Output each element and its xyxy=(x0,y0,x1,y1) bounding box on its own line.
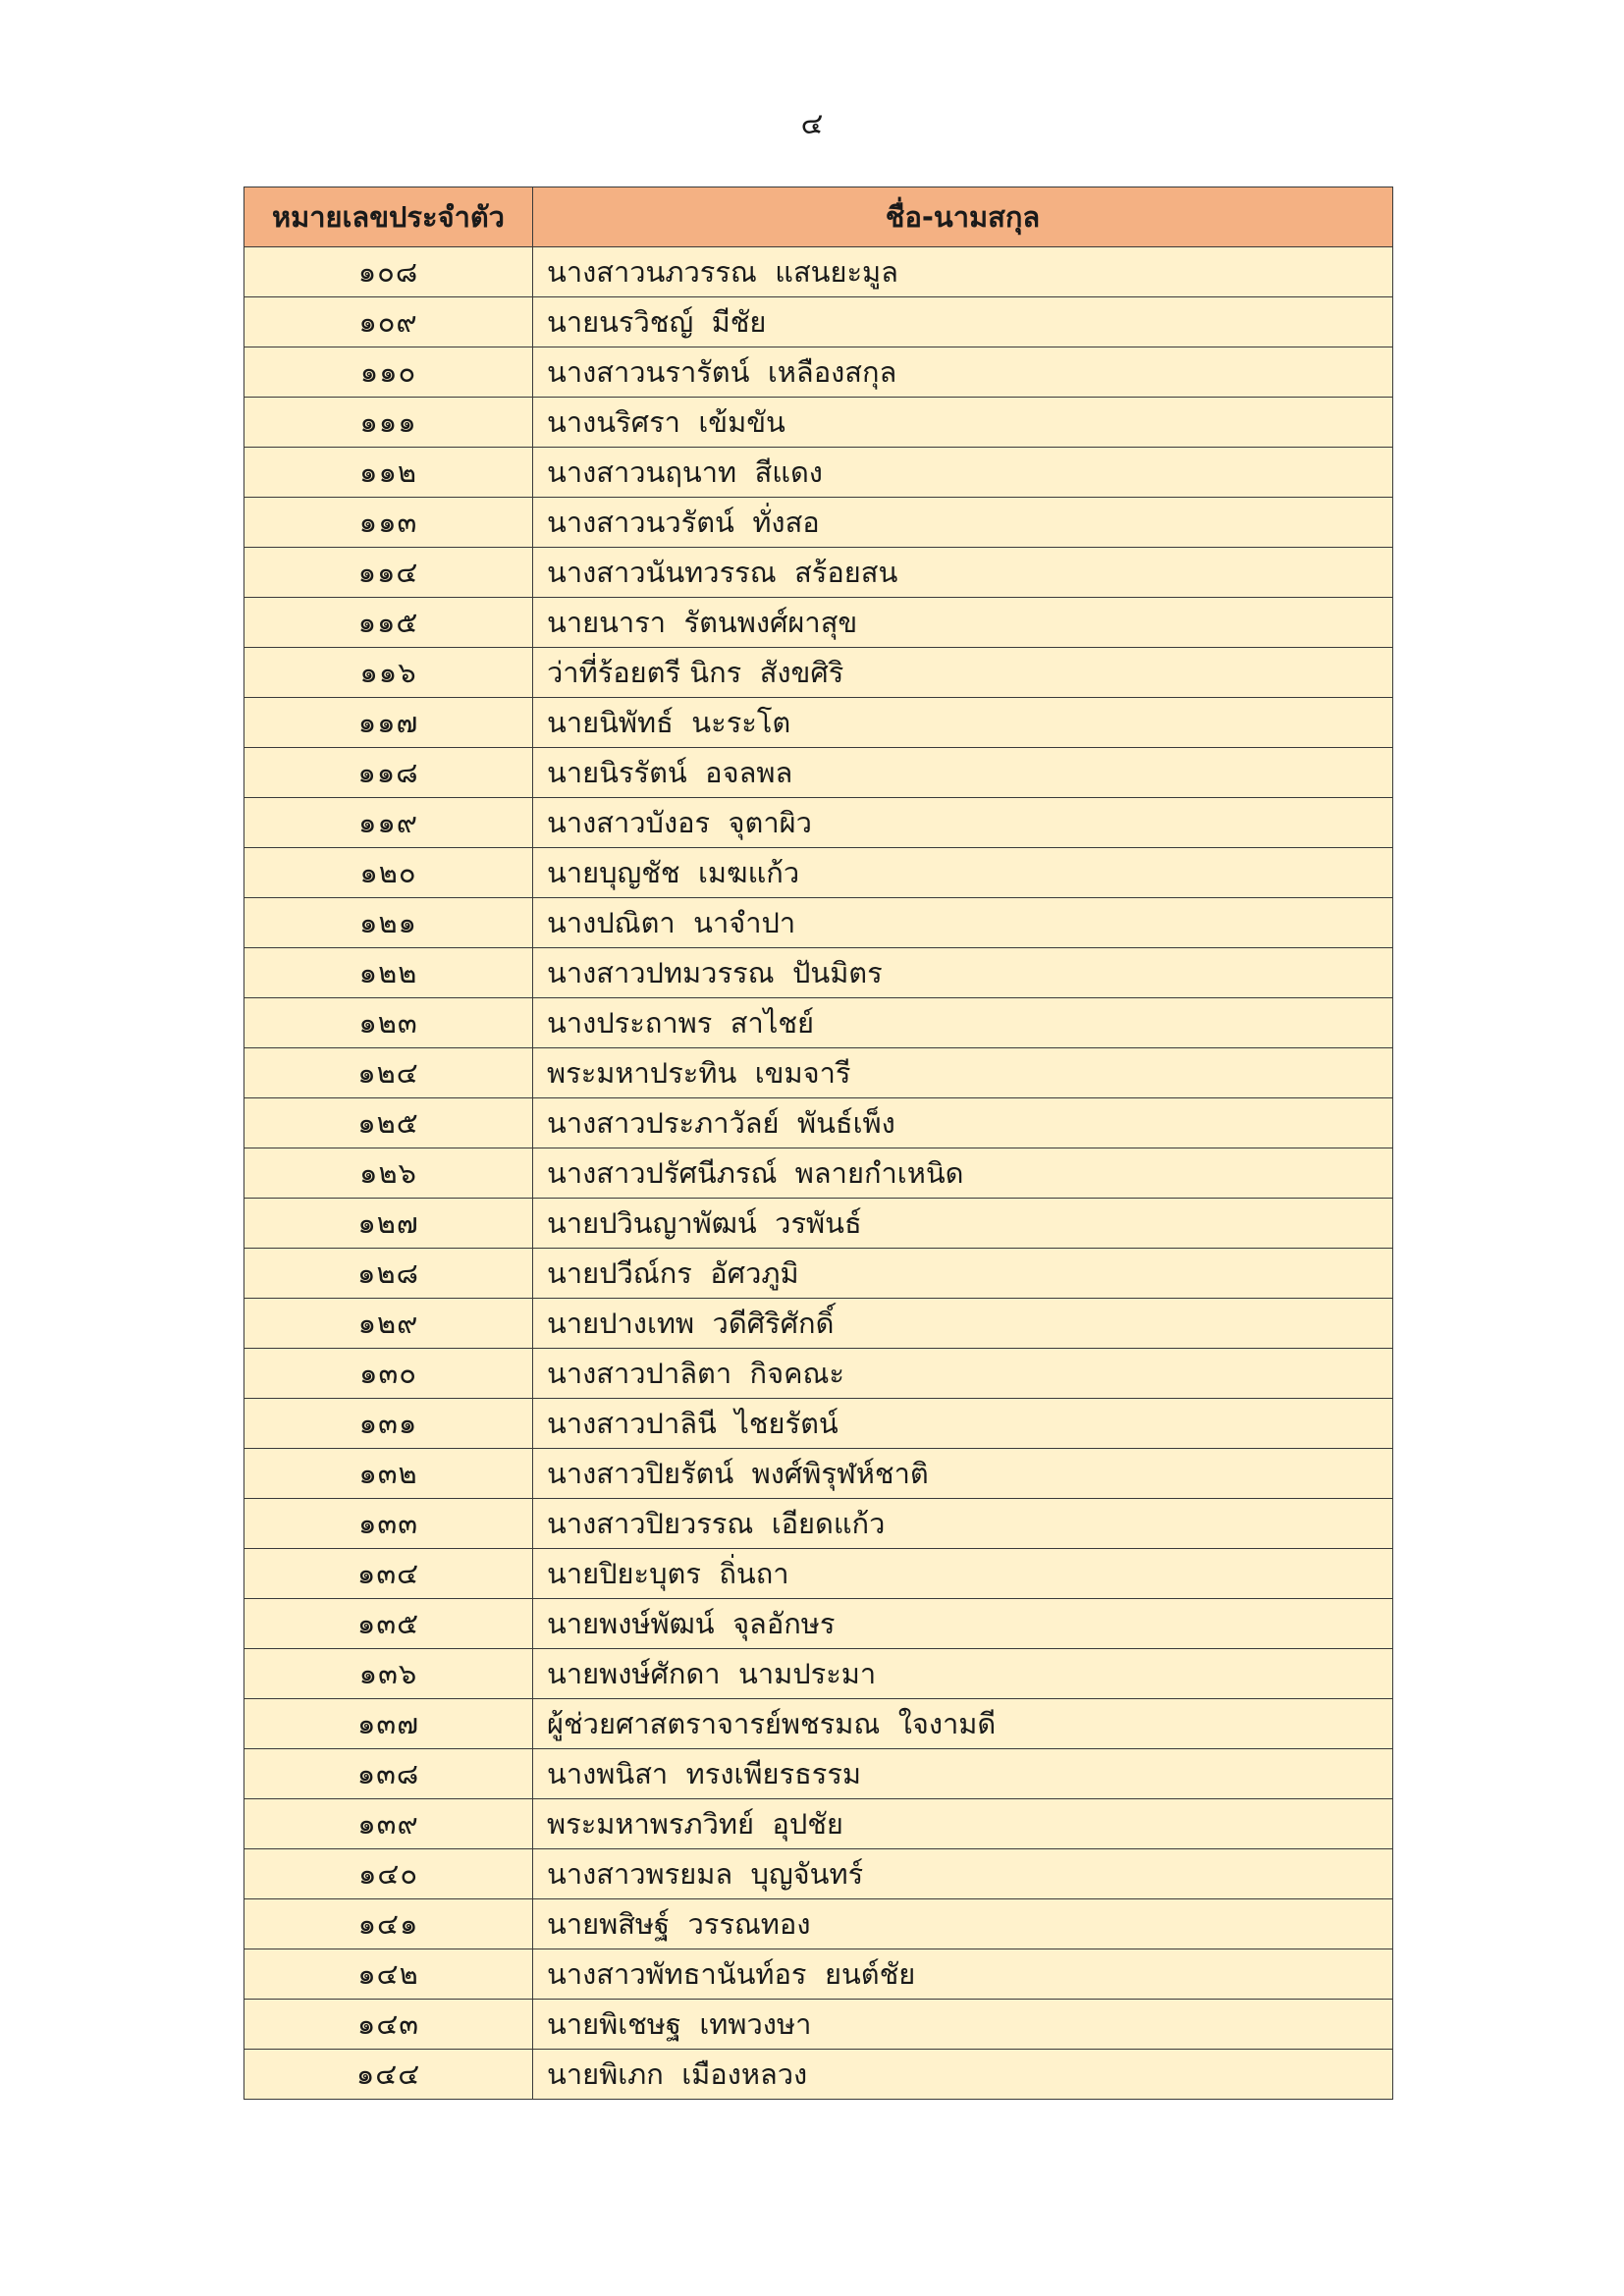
table-row xyxy=(244,247,1393,297)
name-cell: นางสาวปาลิตา กิจคณะ xyxy=(533,1349,1393,1399)
name-cell: นายปางเทพ วดีศิริศักดิ์ xyxy=(533,1299,1393,1349)
id-cell: ๑๒๘ xyxy=(244,1249,533,1299)
table-row xyxy=(244,2050,1393,2100)
table-row xyxy=(244,698,1393,748)
page-number: ๔ xyxy=(800,107,824,141)
table-row xyxy=(244,748,1393,798)
table-header-row xyxy=(244,187,1393,247)
id-cell: ๑๓๒ xyxy=(244,1449,533,1499)
name-cell: นายปวีณ์กร อัศวภูมิ xyxy=(533,1249,1393,1299)
name-cell: พระมหาประทิน เขมจารี xyxy=(533,1048,1393,1098)
name-cell: นางสาวประภาวัลย์ พันธ์เพ็ง xyxy=(533,1098,1393,1148)
id-cell: ๑๑๒ xyxy=(244,448,533,498)
table-row xyxy=(244,1499,1393,1549)
id-cell: ๑๒๕ xyxy=(244,1098,533,1148)
name-cell: ผู้ช่วยศาสตราจารย์พชรมณ ใจงามดี xyxy=(533,1699,1393,1749)
id-cell: ๑๑๕ xyxy=(244,598,533,648)
name-cell: นางสาวปทมวรรณ ปันมิตร xyxy=(533,948,1393,998)
table-row xyxy=(244,1199,1393,1249)
table-row xyxy=(244,998,1393,1048)
name-cell: ว่าที่ร้อยตรี นิกร สังขศิริ xyxy=(533,648,1393,698)
id-cell: ๑๓๓ xyxy=(244,1499,533,1549)
id-cell: ๑๓๐ xyxy=(244,1349,533,1399)
table-row xyxy=(244,398,1393,448)
name-cell: นางสาวนวรัตน์ ทั่งสอ xyxy=(533,498,1393,548)
name-cell: นายนิพัทธ์ นะระโต xyxy=(533,698,1393,748)
id-cell: ๑๒๓ xyxy=(244,998,533,1048)
name-cell: นายพงษ์พัฒน์ จุลอักษร xyxy=(533,1599,1393,1649)
name-cell: นางสาวนันทวรรณ สร้อยสน xyxy=(533,548,1393,598)
table-row xyxy=(244,1749,1393,1799)
table-row xyxy=(244,1799,1393,1849)
table-row xyxy=(244,1549,1393,1599)
id-cell: ๑๒๑ xyxy=(244,898,533,948)
table-row xyxy=(244,1399,1393,1449)
name-cell: นายนารา รัตนพงศ์ผาสุข xyxy=(533,598,1393,648)
id-cell: ๑๓๗ xyxy=(244,1699,533,1749)
id-cell: ๑๑๘ xyxy=(244,748,533,798)
id-cell: ๑๒๐ xyxy=(244,848,533,898)
id-cell: ๑๒๖ xyxy=(244,1148,533,1199)
name-cell: พระมหาพรภวิทย์ อุปชัย xyxy=(533,1799,1393,1849)
id-cell: ๑๔๑ xyxy=(244,1899,533,1949)
id-cell: ๑๒๗ xyxy=(244,1199,533,1249)
id-cell: ๑๓๘ xyxy=(244,1749,533,1799)
name-cell: นายปิยะบุตร ถิ่นถา xyxy=(533,1549,1393,1599)
table-row xyxy=(244,2000,1393,2050)
table-row xyxy=(244,898,1393,948)
name-cell: นางสาวนภวรรณ แสนยะมูล xyxy=(533,247,1393,297)
id-cell: ๑๓๙ xyxy=(244,1799,533,1849)
table-row xyxy=(244,598,1393,648)
name-cell: นางสาวบังอร จุตาผิว xyxy=(533,798,1393,848)
name-cell: นางปณิตา นาจำปา xyxy=(533,898,1393,948)
name-cell: นางสาวนรารัตน์ เหลืองสกุล xyxy=(533,347,1393,398)
table-row xyxy=(244,848,1393,898)
name-cell: นางพนิสา ทรงเพียรธรรม xyxy=(533,1749,1393,1799)
id-cell: ๑๑๗ xyxy=(244,698,533,748)
table-row xyxy=(244,1949,1393,2000)
table-row xyxy=(244,1599,1393,1649)
table-row xyxy=(244,1249,1393,1299)
name-cell: นายพงษ์ศักดา นามประมา xyxy=(533,1649,1393,1699)
name-cell: นายบุญชัช เมฆแก้ว xyxy=(533,848,1393,898)
table-row xyxy=(244,448,1393,498)
name-cell: นางสาวปาลินี ไชยรัตน์ xyxy=(533,1399,1393,1449)
table-row xyxy=(244,948,1393,998)
name-cell: นายนิรรัตน์ อจลพล xyxy=(533,748,1393,798)
name-cell: นางสาวพรยมล บุญจันทร์ xyxy=(533,1849,1393,1899)
table-row xyxy=(244,1849,1393,1899)
id-cell: ๑๒๙ xyxy=(244,1299,533,1349)
table-row xyxy=(244,1349,1393,1399)
table-row xyxy=(244,1649,1393,1699)
table-row xyxy=(244,297,1393,347)
table-row xyxy=(244,1098,1393,1148)
id-cell: ๑๑๐ xyxy=(244,347,533,398)
id-cell: ๑๑๖ xyxy=(244,648,533,698)
table-row xyxy=(244,1148,1393,1199)
header-id: หมายเลขประจำตัว xyxy=(244,187,533,247)
id-cell: ๑๒๒ xyxy=(244,948,533,998)
name-cell: นายพิเภก เมืองหลวง xyxy=(533,2050,1393,2100)
id-cell: ๑๑๙ xyxy=(244,798,533,848)
name-cell: นางสาวพัทธานันท์อร ยนต์ชัย xyxy=(533,1949,1393,2000)
name-cell: นางสาวปรัศนีภรณ์ พลายกำเหนิด xyxy=(533,1148,1393,1199)
name-cell: นางประถาพร สาไชย์ xyxy=(533,998,1393,1048)
table-row xyxy=(244,648,1393,698)
name-cell: นายปวินญาพัฒน์ วรพันธ์ xyxy=(533,1199,1393,1249)
name-cell: นางสาวปิยวรรณ เอียดแก้ว xyxy=(533,1499,1393,1549)
id-cell: ๑๑๔ xyxy=(244,548,533,598)
name-cell: นางนริศรา เข้มขัน xyxy=(533,398,1393,448)
table-row xyxy=(244,798,1393,848)
id-cell: ๑๑๑ xyxy=(244,398,533,448)
name-cell: นางสาวปิยรัตน์ พงศ์พิรุฬห์ชาติ xyxy=(533,1449,1393,1499)
table-row xyxy=(244,1899,1393,1949)
id-cell: ๑๔๔ xyxy=(244,2050,533,2100)
table-row xyxy=(244,548,1393,598)
id-cell: ๑๐๙ xyxy=(244,297,533,347)
id-cell: ๑๓๕ xyxy=(244,1599,533,1649)
id-cell: ๑๔๒ xyxy=(244,1949,533,2000)
table-row xyxy=(244,347,1393,398)
table-row xyxy=(244,1449,1393,1499)
name-cell: นายนรวิชญ์ มีชัย xyxy=(533,297,1393,347)
id-cell: ๑๓๑ xyxy=(244,1399,533,1449)
table-row xyxy=(244,1699,1393,1749)
id-cell: ๑๐๘ xyxy=(244,247,533,297)
id-cell: ๑๓๖ xyxy=(244,1649,533,1699)
table-row xyxy=(244,498,1393,548)
name-cell: นายพสิษฐ์ วรรณทอง xyxy=(533,1899,1393,1949)
id-cell: ๑๔๓ xyxy=(244,2000,533,2050)
name-cell: นางสาวนฤนาท สีแดง xyxy=(533,448,1393,498)
id-cell: ๑๓๔ xyxy=(244,1549,533,1599)
table-body xyxy=(244,247,1393,2100)
name-cell: นายพิเชษฐ เทพวงษา xyxy=(533,2000,1393,2050)
id-cell: ๑๑๓ xyxy=(244,498,533,548)
header-name: ชื่อ-นามสกุล xyxy=(533,187,1393,247)
roster-table xyxy=(244,187,1393,2100)
id-cell: ๑๔๐ xyxy=(244,1849,533,1899)
table-row xyxy=(244,1048,1393,1098)
table-row xyxy=(244,1299,1393,1349)
id-cell: ๑๒๔ xyxy=(244,1048,533,1098)
